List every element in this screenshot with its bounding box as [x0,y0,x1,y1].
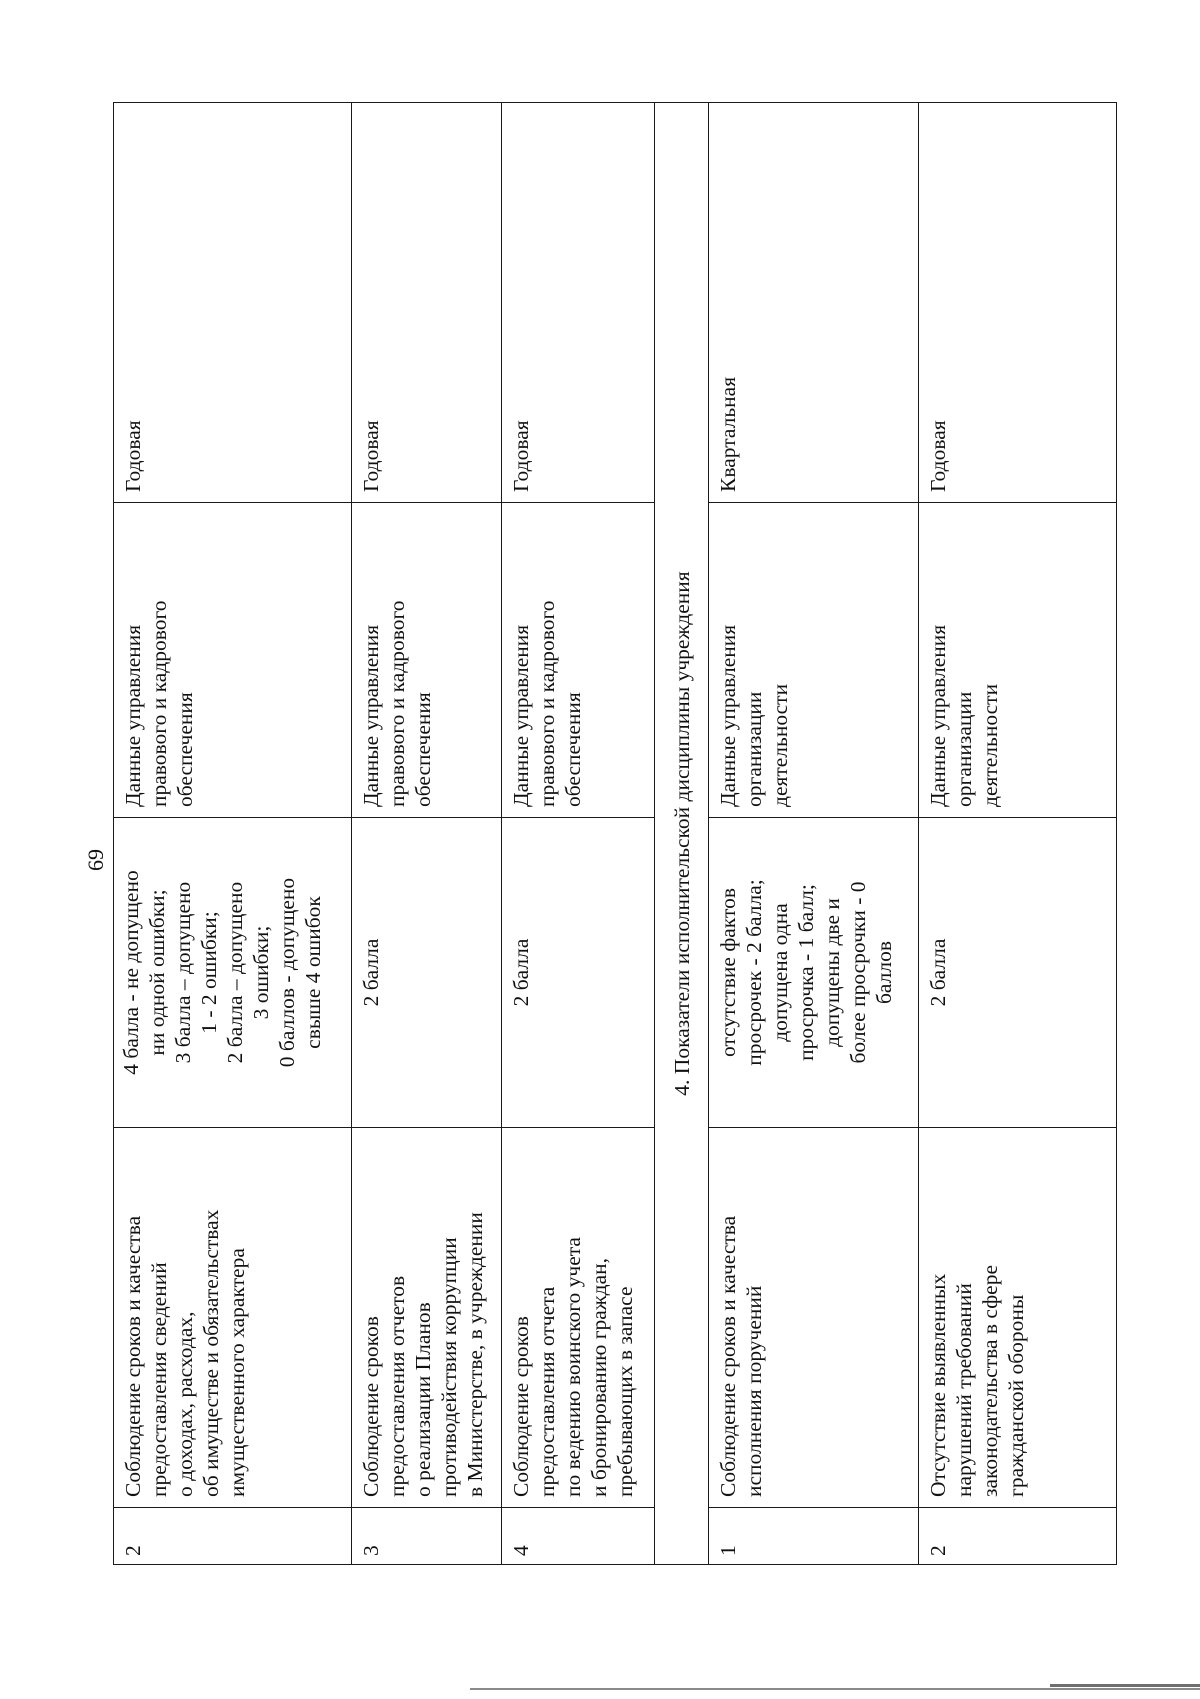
row-number-cell: 3 [352,1508,502,1565]
criteria-cell: 2 балла [502,818,655,1128]
table-row [114,103,352,1565]
section-heading: 4. Показатели исполнительской дисциплины учреждения [655,103,709,1565]
period-cell: Годовая [919,103,1117,503]
table-row [502,103,655,1565]
source-cell: Данные управления организации деятельности [709,503,919,818]
rotated-table-wrapper [113,103,1116,1565]
source-cell: Данные управления организации деятельности [919,503,1117,818]
criteria-cell: отсутствие фактов просрочек - 2 балла; допущена одна просрочка - 1 балл; допущены две и более просрочки - 0 баллов [709,818,919,1128]
page-number: 69 [83,849,108,871]
row-number-cell: 2 [919,1508,1117,1565]
indicator-cell: Отсутствие выявленных нарушений требований законодательства в сфере гражданской обороны [919,1128,1117,1508]
row-number-cell: 1 [709,1508,919,1565]
indicator-table [113,102,1117,1565]
scan-edge-line [1050,1684,1200,1687]
scan-edge-line [470,1688,1200,1690]
row-number-cell: 4 [502,1508,655,1565]
indicator-cell: Соблюдение сроков предоставления отчета по ведению воинского учета и бронированию граждан, пребывающих в запасе [502,1128,655,1508]
indicator-cell: Соблюдение сроков предоставления отчетов о реализации Планов противодействия коррупции в Министерстве, в учреждении [352,1128,502,1508]
source-cell: Данные управления правового и кадрового обеспечения [502,503,655,818]
indicator-table-area [113,103,1116,1565]
period-cell: Квартальная [709,103,919,503]
row-number-cell: 2 [114,1508,352,1565]
source-cell: Данные управления правового и кадрового обеспечения [114,503,352,818]
criteria-cell: 4 балла - не допущено ни одной ошибки; 3 балла – допущено 1 - 2 ошибки; 2 балла – допущено 3 ошибки; 0 баллов - допущено свыше 4 ошибок [114,818,352,1128]
table-row [352,103,502,1565]
period-cell: Годовая [352,103,502,503]
table-row [709,103,919,1565]
criteria-cell: 2 балла [352,818,502,1128]
period-cell: Годовая [114,103,352,503]
source-cell: Данные управления правового и кадрового обеспечения [352,503,502,818]
section-row [655,103,709,1565]
period-cell: Годовая [502,103,655,503]
criteria-cell: 2 балла [919,818,1117,1128]
indicator-cell: Соблюдение сроков и качества исполнения поручений [709,1128,919,1508]
table-row [919,103,1117,1565]
indicator-cell: Соблюдение сроков и качества предоставления сведений о доходах, расходах, об имуществе и обязательствах имущественного характера [114,1128,352,1508]
